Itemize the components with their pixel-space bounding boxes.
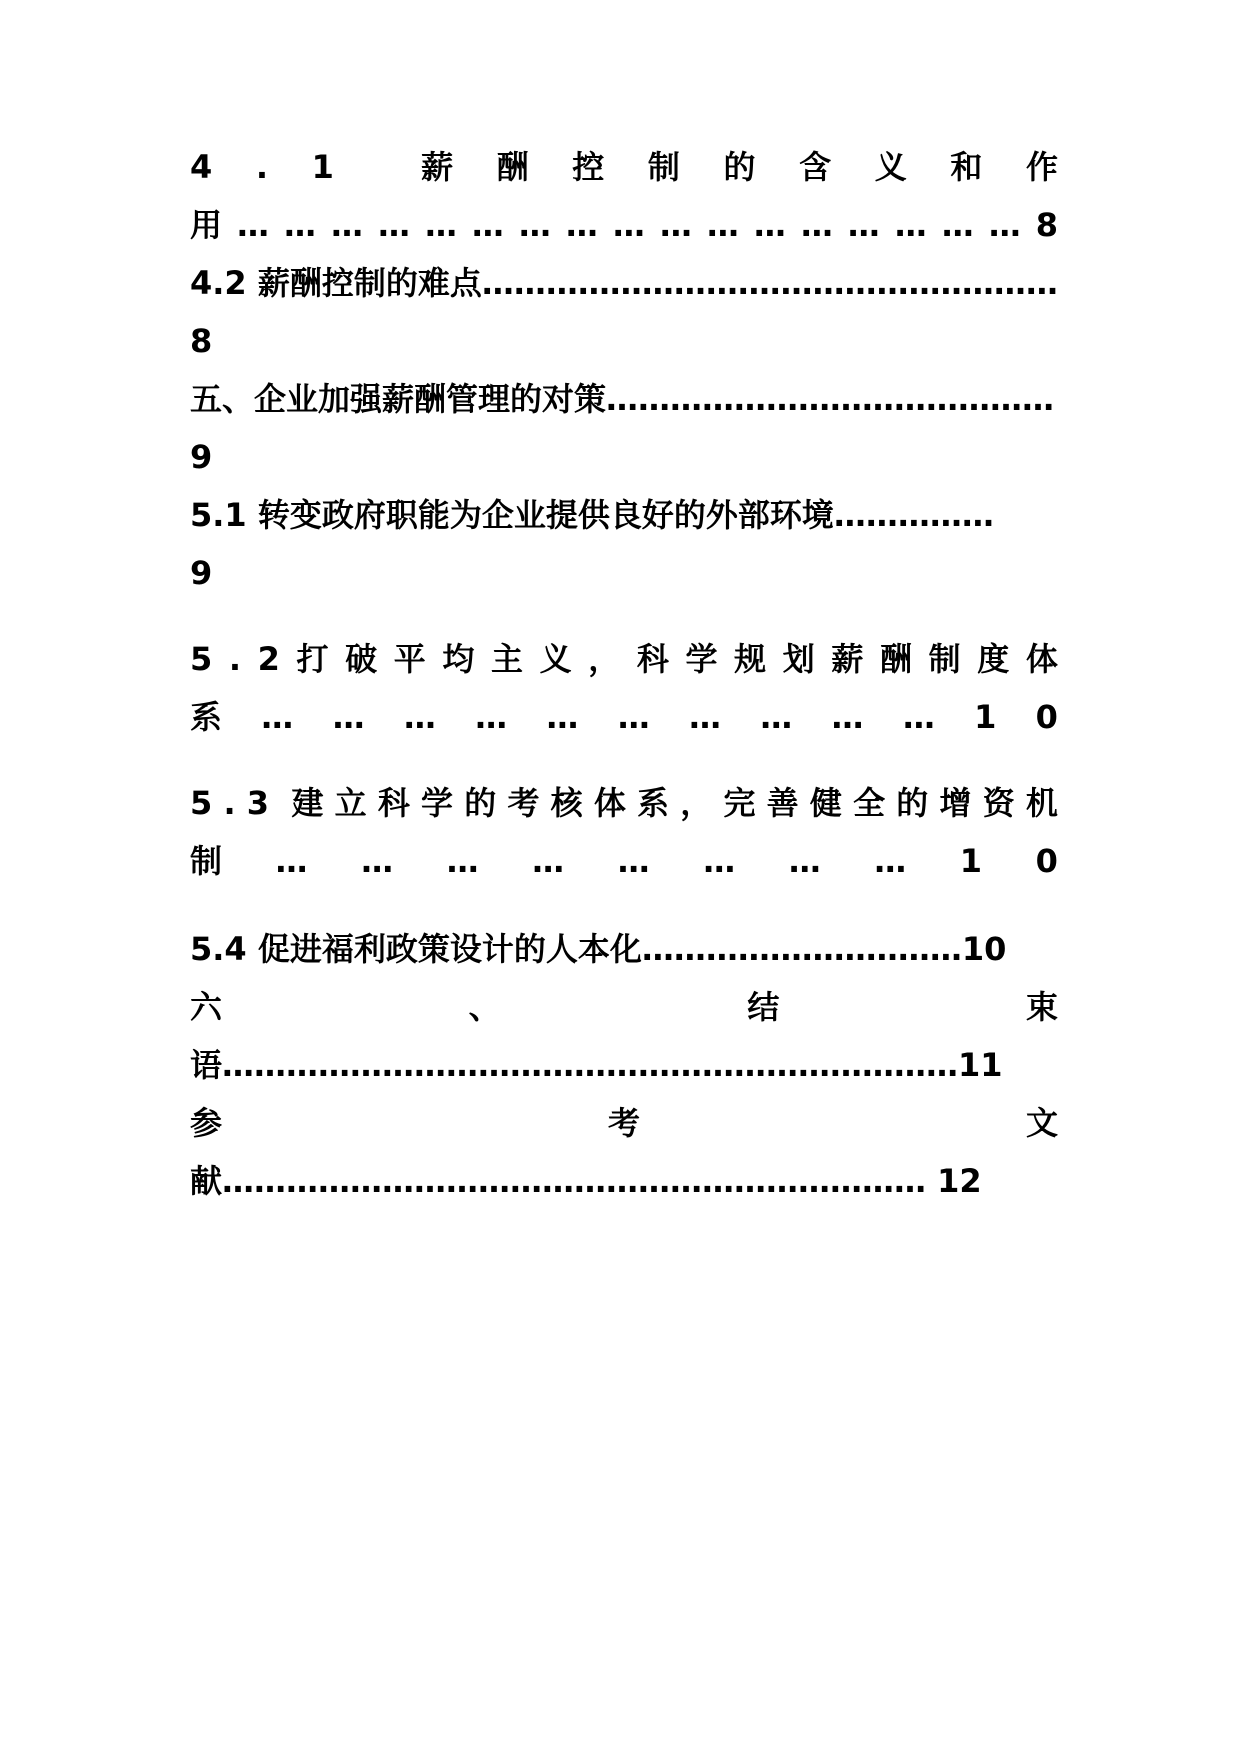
toc-entry-6-line1-glyph: 、 <box>468 988 501 1026</box>
toc-entry-4-1-line2-glyph: … <box>283 206 316 244</box>
toc-entry-5-2-line1-glyph: 酬 <box>880 640 913 678</box>
toc-entry-5-3-line1-glyph: 系 <box>637 784 670 822</box>
toc-entry-5-3-line1-glyph: ， <box>680 784 713 822</box>
toc-entry-4-1-line2-glyph: … <box>612 206 645 244</box>
toc-entry-5-1-page: 9 <box>190 554 213 592</box>
toc-entry-5-2-line1-glyph: 主 <box>491 640 524 678</box>
toc-entry-5-3-line2-glyph: … <box>532 842 565 880</box>
toc-entry-4-1-line2-glyph: 8 <box>1035 206 1058 244</box>
toc-entry-5-2-line2-glyph: 0 <box>1035 698 1058 736</box>
toc-entry-5-2-line1-glyph: 2 <box>257 640 280 678</box>
toc-entry-5-2-line1 <box>190 636 1058 682</box>
toc-entry-4-1-line1-glyph: 1 <box>311 148 334 186</box>
toc-entry-4-1-line2-glyph: … <box>565 206 598 244</box>
toc-entry-5-2-line2 <box>190 694 1058 740</box>
toc-entry-5-2-line2-glyph: … <box>332 698 365 736</box>
toc-entry-4-1-line2-glyph: … <box>330 206 363 244</box>
toc-entry-5-2-line2-glyph: … <box>902 698 935 736</box>
toc-entry-4-1-line2-glyph: … <box>894 206 927 244</box>
toc-entry-5-3-line2-glyph: … <box>703 842 736 880</box>
toc-entry-5-3-line1-glyph: 体 <box>593 784 626 822</box>
toc-entry-4-1-line1-glyph: 义 <box>874 148 907 186</box>
toc-entry-5-3-line1-glyph: 的 <box>464 784 497 822</box>
toc-entry-4-1-line2-glyph: 用 <box>190 206 223 244</box>
toc-entry-5-2-line1-glyph: . <box>228 640 242 678</box>
toc-entry-5-2-line2-glyph: … <box>475 698 508 736</box>
toc-entry-5-2-line2-glyph: … <box>617 698 650 736</box>
toc-entry-4-1-line2-glyph: … <box>847 206 880 244</box>
toc-entry-4-1-line1-glyph: 的 <box>723 148 756 186</box>
toc-entry-5-3-line2-glyph: 0 <box>1035 842 1058 880</box>
toc-entry-6-line2: 语……………………………………………………………11 <box>190 1046 1003 1084</box>
toc-entry-4-1-line1-glyph: 含 <box>799 148 832 186</box>
toc-entry-4-1-line2-glyph: … <box>377 206 410 244</box>
toc-entry-5-2-line1-glyph: 学 <box>685 640 718 678</box>
toc-entry-6-line1 <box>190 984 1058 1030</box>
toc-entry-5-2-line2-glyph: 系 <box>190 698 223 736</box>
toc-entry-5-2-line2-glyph: 1 <box>974 698 997 736</box>
toc-entry-5-3-line1-glyph: 考 <box>507 784 540 822</box>
toc-entry-5-3-line1-glyph: 核 <box>550 784 583 822</box>
toc-entry-5-2-line2-glyph: … <box>546 698 579 736</box>
toc-entry-5-3-line1 <box>190 780 1058 826</box>
toc-entry-6-line1-glyph: 六 <box>190 988 223 1026</box>
toc-entry-4-1-line1-glyph: 酬 <box>496 148 529 186</box>
toc-entry-4-1-line2-glyph: … <box>800 206 833 244</box>
toc-entry-5-3-line1-glyph: 5 <box>190 784 213 822</box>
toc-entry-4-1-line1-glyph: . <box>255 148 269 186</box>
toc-entry-5-2-line1-glyph: 均 <box>442 640 475 678</box>
toc-entry-5-3-line2-glyph: … <box>617 842 650 880</box>
toc-entry-5-2-line1-glyph: 5 <box>190 640 213 678</box>
toc-entry-4-1-line2-glyph: … <box>753 206 786 244</box>
toc-entry-5-3-line1-glyph: . <box>223 784 236 822</box>
toc-entry-4-1-line1-glyph: 作 <box>1025 148 1058 186</box>
toc-entry-5-3-line1-glyph: 善 <box>766 784 799 822</box>
toc-entry-references-line1-glyph: 参 <box>190 1104 223 1142</box>
toc-entry-4-1-line1-glyph: 和 <box>950 148 983 186</box>
toc-entry-references-line1 <box>190 1100 1058 1146</box>
toc-entry-4-1-line2-glyph: … <box>424 206 457 244</box>
toc-entry-5-2-line1-glyph: 平 <box>393 640 426 678</box>
toc-entry-5-3-line2 <box>190 838 1058 884</box>
toc-entry-5-3-line1-glyph: 资 <box>982 784 1015 822</box>
toc-entry-5-2-line1-glyph: 义 <box>539 640 572 678</box>
toc-entry-4-1-line2-glyph: … <box>941 206 974 244</box>
toc-entry-5-3-line2-glyph: … <box>275 842 308 880</box>
toc-entry-4-1-line1-glyph: 制 <box>647 148 680 186</box>
toc-entry-5-2-line1-glyph: 打 <box>296 640 329 678</box>
toc-entry-5-3-line2-glyph: … <box>788 842 821 880</box>
toc-entry-5-2-line2-glyph: … <box>760 698 793 736</box>
toc-entry-5-3-line1-glyph: 建 <box>291 784 324 822</box>
toc-entry-5-2-line2-glyph: … <box>831 698 864 736</box>
toc-entry-4-1-line2-glyph: … <box>518 206 551 244</box>
toc-entry-4-1-line1-glyph: 薪 <box>421 148 454 186</box>
toc-entry-4-1-line1-glyph: 4 <box>190 148 213 186</box>
toc-entry-5-page: 9 <box>190 438 213 476</box>
toc-entry-5-2-line1-glyph: 制 <box>928 640 961 678</box>
toc-entry-5-3-line2-glyph: 制 <box>190 842 223 880</box>
toc-entry-5-3-line1-glyph: 科 <box>377 784 410 822</box>
toc-entry-5-2-line2-glyph: … <box>403 698 436 736</box>
toc-entry-5-3-line1-glyph: 全 <box>853 784 886 822</box>
toc-entry-4-1-line2-glyph: … <box>237 206 269 244</box>
toc-entry-5-3-line1-glyph: 增 <box>939 784 972 822</box>
toc-entry-5-2-line1-glyph: 规 <box>734 640 767 678</box>
toc-entry-5-3-line1-glyph: 3 <box>246 784 270 822</box>
toc-entry-5-3-line1-glyph: 健 <box>809 784 842 822</box>
toc-entry-5-3-line2-glyph: … <box>874 842 907 880</box>
toc-entry-5-3-line1-glyph: 立 <box>334 784 367 822</box>
toc-entry-5-2-line1-glyph: 薪 <box>831 640 864 678</box>
toc-entry-4-1-line1 <box>190 144 1058 190</box>
toc-entry-4-2-line1: 4.2 薪酬控制的难点……………………………………………… <box>190 264 1058 302</box>
toc-entry-5-2-line1-glyph: 科 <box>636 640 669 678</box>
toc-entry-references-line1-glyph: 文 <box>1025 1104 1058 1142</box>
toc-entry-4-1-line2 <box>190 202 1058 248</box>
toc-entry-6-line1-glyph: 束 <box>1025 988 1058 1026</box>
toc-entry-6-line1-glyph: 结 <box>747 988 780 1026</box>
toc-entry-5-3-line2-glyph: 1 <box>959 842 983 880</box>
toc-entry-5-3-line1-glyph: 的 <box>896 784 929 822</box>
toc-entry-5-2-line1-glyph: 划 <box>782 640 815 678</box>
toc-entry-5-2-line1-glyph: 体 <box>1025 640 1058 678</box>
toc-entry-5-1-line1: 5.1 转变政府职能为企业提供良好的外部环境…………… <box>190 496 994 534</box>
toc-entry-5-3-line1-glyph: 学 <box>421 784 454 822</box>
toc-entry-4-1-line2-glyph: … <box>988 206 1021 244</box>
toc-entry-5-2-line1-glyph: 破 <box>345 640 378 678</box>
toc-entry-5-line1: 五、企业加强薪酬管理的对策…………………………………… <box>190 380 1055 418</box>
toc-entry-5-2-line2-glyph: … <box>261 698 294 736</box>
toc-entry-5-4: 5.4 促进福利政策设计的人本化…………………………10 <box>190 930 1007 968</box>
toc-entry-4-1-line2-glyph: … <box>659 206 692 244</box>
toc-entry-5-3-line1-glyph: 完 <box>723 784 756 822</box>
toc-entry-5-3-line2-glyph: … <box>446 842 479 880</box>
toc-entry-5-2-line2-glyph: … <box>688 698 721 736</box>
toc-entry-5-3-line1-glyph: 机 <box>1025 784 1058 822</box>
toc-entry-4-1-line2-glyph: … <box>706 206 739 244</box>
toc-entry-4-1-line1-glyph: 控 <box>572 148 605 186</box>
toc-entry-4-2-page: 8 <box>190 322 213 360</box>
toc-entry-references-line1-glyph: 考 <box>607 1104 640 1142</box>
toc-entry-5-3-line2-glyph: … <box>361 842 394 880</box>
toc-entry-4-1-line2-glyph: … <box>471 206 504 244</box>
toc-entry-5-2-line1-glyph: 度 <box>977 640 1010 678</box>
toc-entry-5-2-line1-glyph: ， <box>588 640 621 678</box>
toc-entry-references-line2: 献………………………………………………………… 12 <box>190 1162 982 1200</box>
